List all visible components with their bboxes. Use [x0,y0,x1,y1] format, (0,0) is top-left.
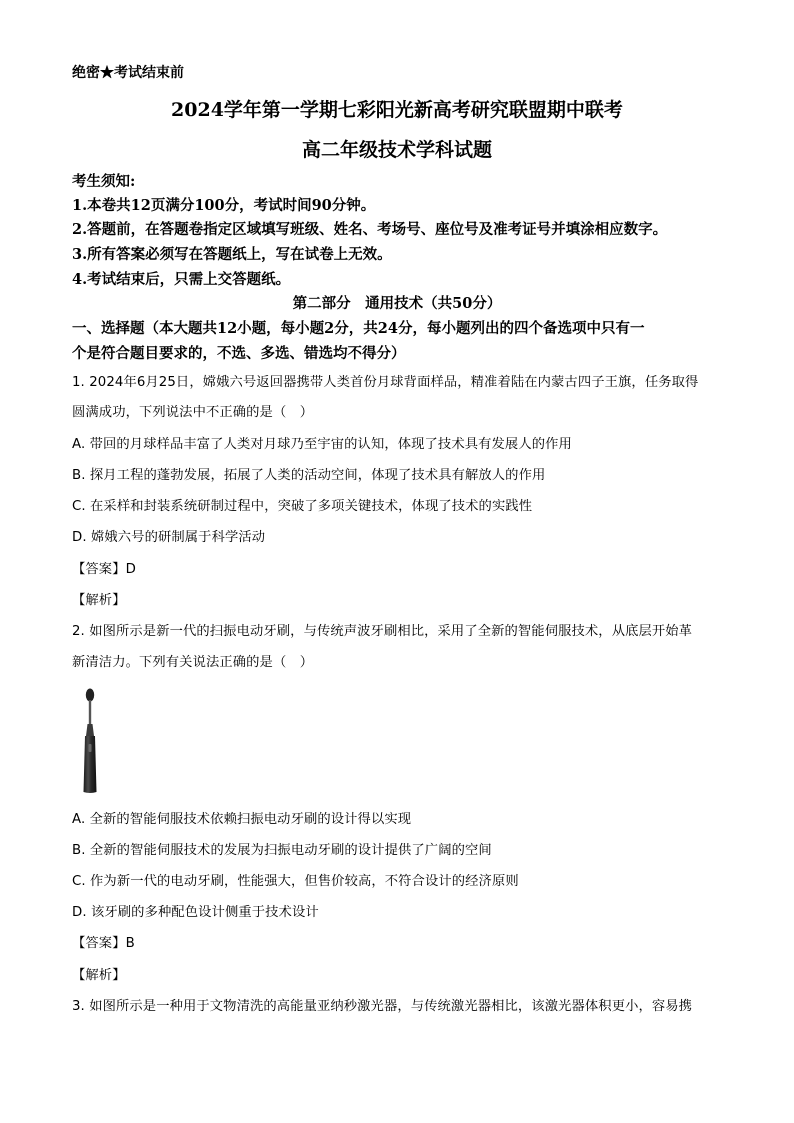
question-stem: 1. 2024年6月25日，嫦娥六号返回器携带人类首份月球背面样品，精准着陆在内蒙古四子王旗，任务取得 [72,375,699,390]
option-b: B. 全新的智能伺服技术的发展为扫振电动牙刷的设计提供了广阔的空间 [72,843,492,858]
option-d: D. 嫦娥六号的研制属于科学活动 [72,530,266,545]
notice-item: 2.答题前，在答题卷指定区域填写班级、姓名、考场号、座位号及准考证号并填涂相应数字。 [72,221,668,238]
section-heading-cont: 个是符合题目要求的，不选、多选、错选均不得分） [72,345,406,362]
secret-label: 绝密★考试结束前 [72,65,184,81]
question-stem-cont: 新清洁力。下列有关说法正确的是（ ） [72,655,314,670]
option-a: A. 全新的智能伺服技术依赖扫振电动牙刷的设计得以实现 [72,812,412,827]
option-c: C. 在采样和封装系统研制过程中，突破了多项关键技术，体现了技术的实践性 [72,499,533,514]
part-title: 第二部分 通用技术（共50分） [292,295,502,312]
answer-label: 【答案】D [72,562,136,577]
option-d: D. 该牙刷的多种配色设计侧重于技术设计 [72,905,319,920]
notice-heading: 考生须知: [72,173,136,190]
answer-label: 【答案】B [72,936,135,951]
toothbrush-image [74,688,104,794]
notice-item: 1.本卷共12页满分100分，考试时间90分钟。 [72,197,376,214]
notice-item: 4.考试结束后，只需上交答题纸。 [72,271,291,288]
option-a: A. 带回的月球样品丰富了人类对月球乃至宇宙的认知，体现了技术具有发展人的作用 [72,437,572,452]
exam-subtitle: 高二年级技术学科试题 [301,139,492,161]
analysis-label: 【解析】 [72,593,126,608]
analysis-label: 【解析】 [72,968,126,983]
section-heading: 一、选择题（本大题共12小题，每小题2分，共24分，每小题列出的四个备选项中只有一 [72,320,645,337]
question-stem: 3. 如图所示是一种用于文物清洗的高能量亚纳秒激光器，与传统激光器相比，该激光器体积更小，容易携 [72,999,693,1014]
option-b: B. 探月工程的蓬勃发展，拓展了人类的活动空间，体现了技术具有解放人的作用 [72,468,546,483]
notice-item: 3.所有答案必须写在答题纸上，写在试卷上无效。 [72,246,392,263]
question-stem: 2. 如图所示是新一代的扫振电动牙刷，与传统声波牙刷相比，采用了全新的智能伺服技术，从底层开始革 [72,624,693,639]
option-c: C. 作为新一代的电动牙刷，性能强大，但售价较高，不符合设计的经济原则 [72,874,519,889]
exam-title: 2024学年第一学期七彩阳光新高考研究联盟期中联考 [171,99,623,121]
question-stem-cont: 圆满成功，下列说法中不正确的是（ ） [72,405,314,420]
